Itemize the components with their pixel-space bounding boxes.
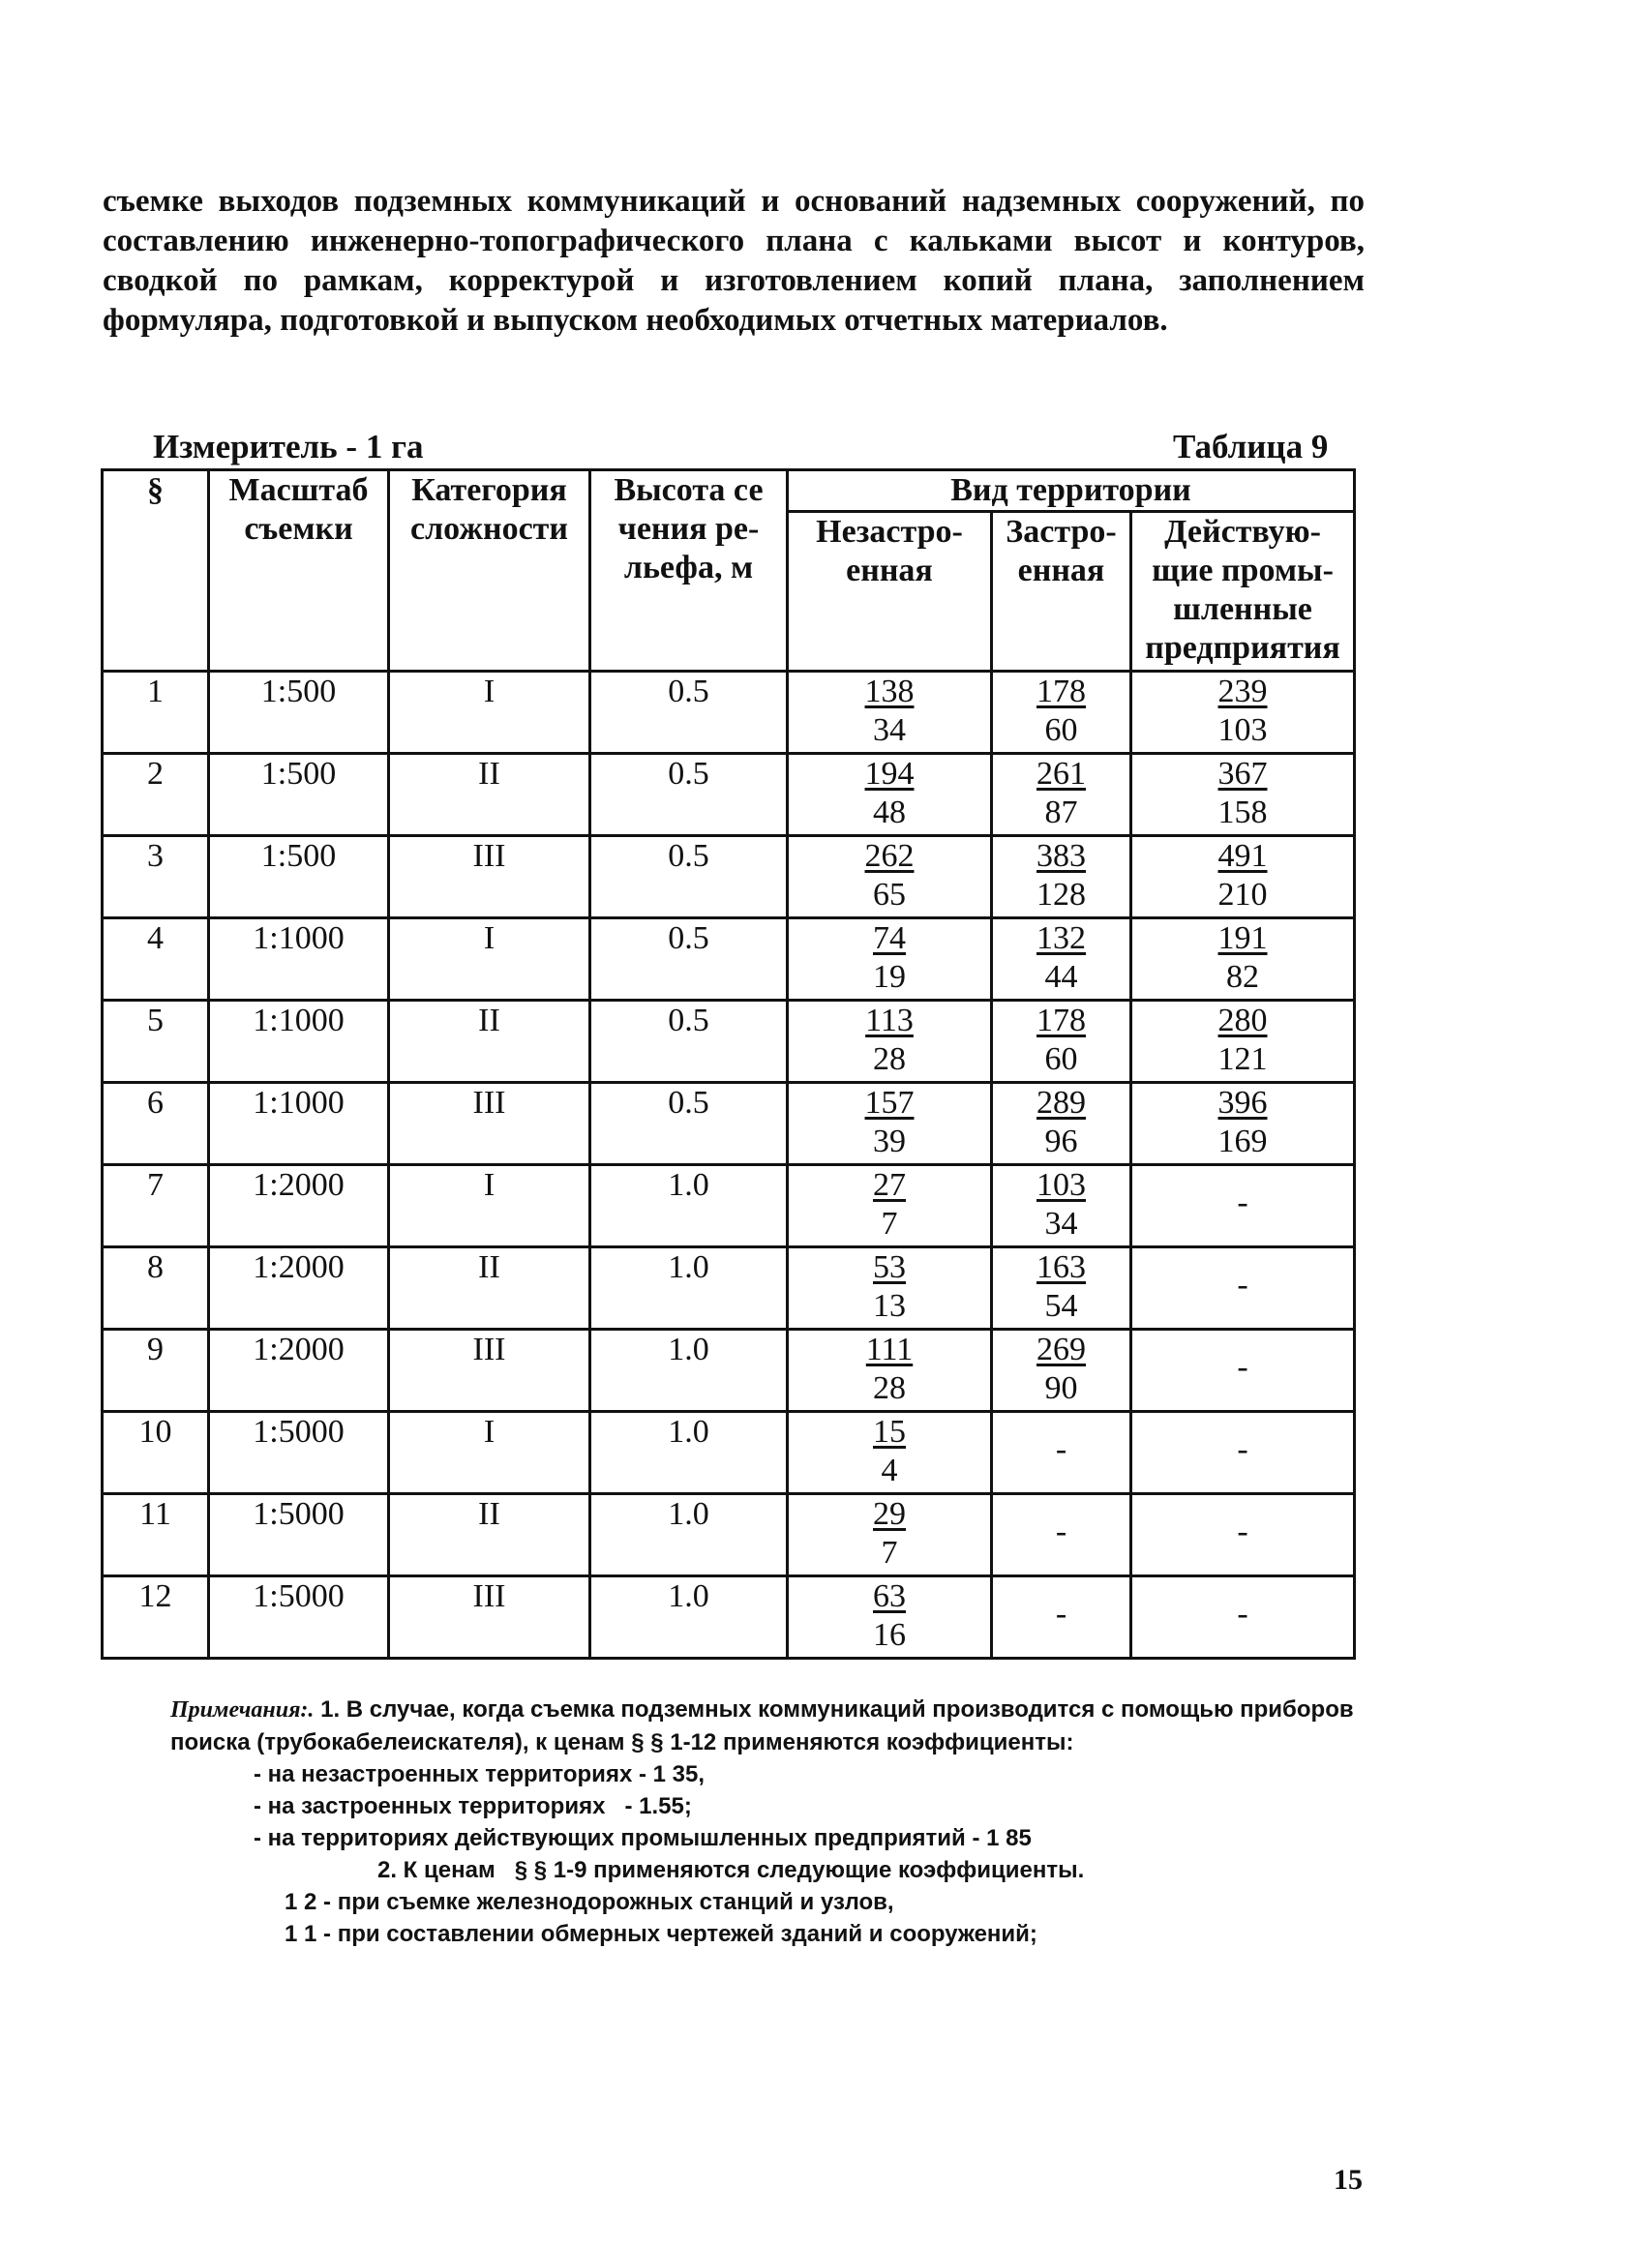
cell-industrial: [1131, 1083, 1355, 1165]
cell-height: 1.0: [590, 1576, 788, 1659]
cell-category: II: [389, 754, 590, 836]
cell-industrial: [1131, 1330, 1355, 1412]
note-1-text: 1. В случае, когда съемка подземных коммуникаций производится с помощью приборов поиска (трубокабелеискателя), к ценам § § 1-12 применяются коэффициенты:: [170, 1696, 1354, 1755]
price-fraction: [1218, 919, 1268, 997]
price-fraction: [873, 1577, 906, 1655]
price-part: 39: [873, 1124, 906, 1159]
price-part: 60: [1044, 712, 1078, 748]
cell-height: 1.0: [590, 1330, 788, 1412]
price-fraction: [1036, 1166, 1086, 1244]
price-total: 178: [1036, 674, 1086, 709]
price-fraction: [1218, 755, 1268, 832]
table-body: [103, 672, 1355, 1659]
cell-category: II: [389, 1001, 590, 1083]
cell-developed: [992, 1494, 1131, 1576]
price-total: 157: [864, 1085, 915, 1121]
cell-scale: 1:5000: [209, 1412, 389, 1494]
price-fraction: [1218, 1084, 1268, 1161]
price-fraction: [1036, 1002, 1086, 1079]
cell-section: 11: [103, 1494, 209, 1576]
price-total: 367: [1217, 756, 1268, 792]
cell-height: 0.5: [590, 836, 788, 918]
table-row: [103, 1330, 1355, 1412]
price-fraction: [873, 1248, 906, 1326]
price-total: 239: [1217, 674, 1268, 709]
price-total: 15: [873, 1414, 906, 1450]
price-total: 191: [1217, 920, 1268, 956]
notes-block: [170, 1694, 1366, 1950]
table-row: [103, 1412, 1355, 1494]
price-part: 34: [1044, 1206, 1078, 1242]
cell-category: I: [389, 672, 590, 754]
cell-scale: 1:500: [209, 672, 389, 754]
note-bullet-1: - на незастроенных территориях - 1 35,: [254, 1761, 705, 1787]
cell-scale: 1:2000: [209, 1330, 389, 1412]
cell-section: 8: [103, 1247, 209, 1330]
cell-category: III: [389, 1083, 590, 1165]
price-fraction: [866, 1331, 913, 1408]
cell-undeveloped: [788, 1494, 992, 1576]
cell-undeveloped: [788, 1412, 992, 1494]
cell-scale: 1:2000: [209, 1165, 389, 1247]
unit-caption: Измеритель - 1 га: [153, 428, 424, 465]
price-fraction: [1036, 919, 1086, 997]
cell-undeveloped: [788, 1083, 992, 1165]
cell-undeveloped: [788, 1165, 992, 1247]
cell-height: 0.5: [590, 672, 788, 754]
cell-developed: [992, 1001, 1131, 1083]
note-coef-1: 1 2 - при съемке железнодорожных станций и узлов,: [285, 1889, 894, 1915]
price-total: 74: [873, 920, 906, 956]
cell-industrial: [1131, 672, 1355, 754]
cell-undeveloped: [788, 754, 992, 836]
table-row: [103, 1576, 1355, 1659]
price-total: 261: [1036, 756, 1086, 792]
header-undeveloped: Незастро- енная: [788, 512, 992, 672]
price-total: 194: [864, 756, 915, 792]
header-territory: Вид территории: [788, 470, 1355, 512]
header-height: Высота се чения ре- льефа, м: [590, 470, 788, 672]
price-part: 82: [1226, 959, 1260, 995]
price-total: 29: [873, 1496, 906, 1532]
empty-dash: -: [1237, 1184, 1248, 1220]
cell-height: 0.5: [590, 1001, 788, 1083]
cell-industrial: [1131, 1001, 1355, 1083]
cell-category: II: [389, 1247, 590, 1330]
price-total: 289: [1036, 1085, 1086, 1121]
price-part: 128: [1036, 877, 1086, 913]
empty-dash: -: [1237, 1514, 1248, 1549]
price-part: 90: [1044, 1370, 1078, 1406]
price-total: 396: [1217, 1085, 1268, 1121]
cell-industrial: [1131, 918, 1355, 1001]
cell-section: 3: [103, 836, 209, 918]
table-row: [103, 1247, 1355, 1330]
price-part: 34: [873, 712, 906, 748]
price-part: 19: [873, 959, 906, 995]
note-2: 2. К ценам § § 1-9 применяются следующие коэффициенты.: [377, 1857, 1085, 1883]
price-part: 169: [1217, 1124, 1268, 1159]
cell-scale: 1:5000: [209, 1576, 389, 1659]
cell-scale: 1:2000: [209, 1247, 389, 1330]
header-developed: Застро- енная: [992, 512, 1131, 672]
cell-industrial: [1131, 1247, 1355, 1330]
table-caption: Таблица 9: [1173, 428, 1329, 465]
cell-industrial: [1131, 1494, 1355, 1576]
price-total: 491: [1217, 838, 1268, 874]
cell-section: 12: [103, 1576, 209, 1659]
cell-height: 0.5: [590, 754, 788, 836]
price-fraction: [873, 919, 906, 997]
cell-industrial: [1131, 1576, 1355, 1659]
price-fraction: [1036, 1084, 1086, 1161]
cell-section: 5: [103, 1001, 209, 1083]
cell-height: 1.0: [590, 1165, 788, 1247]
cell-undeveloped: [788, 836, 992, 918]
table-row: [103, 1494, 1355, 1576]
cell-height: 1.0: [590, 1247, 788, 1330]
cell-height: 1.0: [590, 1494, 788, 1576]
price-fraction: [865, 1084, 915, 1161]
price-fraction: [1218, 837, 1268, 915]
intro-paragraph: съемке выходов подземных коммуникаций и оснований надземных сооружений, по составлению инженерно-топографического плана с кальками высот и контуров, сводкой по рамкам, корректурой и изготовлением копий плана, заполнением формуляра, подготовкой и выпуском необходимых отчетных материалов.: [103, 184, 1365, 338]
table-row: [103, 836, 1355, 918]
price-part: 13: [873, 1288, 906, 1324]
price-total: 262: [864, 838, 915, 874]
header-industrial: Действую- щие промы- шленные предприятия: [1131, 512, 1355, 672]
empty-dash: -: [1237, 1349, 1248, 1385]
price-fraction: [865, 837, 915, 915]
notes-label: Примечания:.: [170, 1697, 315, 1723]
cell-height: 1.0: [590, 1412, 788, 1494]
cell-scale: 1:1000: [209, 918, 389, 1001]
cell-section: 6: [103, 1083, 209, 1165]
cell-category: I: [389, 1165, 590, 1247]
price-part: 158: [1217, 795, 1268, 830]
price-part: 103: [1217, 712, 1268, 748]
price-part: 4: [881, 1453, 898, 1488]
price-fraction: [1218, 1002, 1268, 1079]
cell-height: 0.5: [590, 918, 788, 1001]
table-row: [103, 672, 1355, 754]
price-fraction: [1036, 837, 1086, 915]
price-fraction: [1036, 1331, 1086, 1408]
page-number: 15: [1334, 2164, 1363, 2196]
table-row: [103, 754, 1355, 836]
table-row: [103, 918, 1355, 1001]
cell-category: I: [389, 1412, 590, 1494]
price-total: 53: [873, 1249, 906, 1285]
price-total: 383: [1036, 838, 1086, 874]
cell-category: III: [389, 1576, 590, 1659]
note-bullet-2: - на застроенных территориях - 1.55;: [254, 1793, 692, 1819]
price-part: 121: [1217, 1041, 1268, 1077]
price-part: 96: [1044, 1124, 1078, 1159]
empty-dash: -: [1055, 1596, 1067, 1632]
note-coef-2: 1 1 - при составлении обмерных чертежей зданий и сооружений;: [285, 1921, 1037, 1947]
price-part: 7: [881, 1535, 898, 1571]
price-part: 60: [1044, 1041, 1078, 1077]
price-table: [101, 468, 1356, 1660]
cell-developed: [992, 1412, 1131, 1494]
cell-scale: 1:500: [209, 836, 389, 918]
cell-developed: [992, 1330, 1131, 1412]
price-fraction: [873, 1166, 906, 1244]
price-total: 111: [865, 1332, 914, 1367]
price-part: 210: [1217, 877, 1268, 913]
price-fraction: [873, 1413, 906, 1490]
price-fraction: [1036, 755, 1086, 832]
cell-section: 2: [103, 754, 209, 836]
cell-developed: [992, 836, 1131, 918]
note-bullet-3: - на территориях действующих промышленных предприятий - 1 85: [254, 1825, 1032, 1851]
price-part: 7: [881, 1206, 898, 1242]
cell-undeveloped: [788, 1247, 992, 1330]
price-fraction: [865, 755, 915, 832]
cell-section: 4: [103, 918, 209, 1001]
cell-section: 10: [103, 1412, 209, 1494]
table-row: [103, 1001, 1355, 1083]
cell-industrial: [1131, 1412, 1355, 1494]
cell-height: 0.5: [590, 1083, 788, 1165]
empty-dash: -: [1055, 1514, 1067, 1549]
price-fraction: [1218, 673, 1268, 750]
price-total: 113: [865, 1003, 914, 1038]
cell-category: III: [389, 1330, 590, 1412]
table-row: [103, 1165, 1355, 1247]
price-part: 44: [1044, 959, 1078, 995]
cell-undeveloped: [788, 672, 992, 754]
cell-developed: [992, 1083, 1131, 1165]
price-part: 16: [873, 1617, 906, 1653]
price-total: 269: [1036, 1332, 1086, 1367]
price-part: 87: [1044, 795, 1078, 830]
cell-developed: [992, 1576, 1131, 1659]
cell-undeveloped: [788, 1001, 992, 1083]
cell-undeveloped: [788, 918, 992, 1001]
price-total: 63: [873, 1578, 906, 1614]
cell-scale: 1:5000: [209, 1494, 389, 1576]
price-total: 138: [864, 674, 915, 709]
cell-developed: [992, 1165, 1131, 1247]
price-fraction: [865, 673, 915, 750]
price-total: 27: [873, 1167, 906, 1203]
price-part: 48: [873, 795, 906, 830]
price-total: 163: [1036, 1249, 1086, 1285]
price-fraction: [865, 1002, 914, 1079]
header-category: Категория сложности: [389, 470, 590, 672]
header-section: §: [103, 470, 209, 672]
cell-category: II: [389, 1494, 590, 1576]
cell-scale: 1:1000: [209, 1001, 389, 1083]
cell-developed: [992, 754, 1131, 836]
price-part: 28: [873, 1041, 906, 1077]
price-total: 178: [1036, 1003, 1086, 1038]
table-row: [103, 1083, 1355, 1165]
price-part: 28: [872, 1370, 906, 1406]
price-total: 103: [1036, 1167, 1086, 1203]
cell-developed: [992, 918, 1131, 1001]
cell-industrial: [1131, 754, 1355, 836]
price-total: 280: [1217, 1003, 1268, 1038]
cell-developed: [992, 672, 1131, 754]
price-total: 132: [1036, 920, 1086, 956]
cell-section: 7: [103, 1165, 209, 1247]
cell-industrial: [1131, 836, 1355, 918]
empty-dash: -: [1237, 1431, 1248, 1467]
cell-scale: 1:500: [209, 754, 389, 836]
price-part: 65: [873, 877, 906, 913]
cell-section: 1: [103, 672, 209, 754]
cell-undeveloped: [788, 1330, 992, 1412]
cell-category: I: [389, 918, 590, 1001]
cell-industrial: [1131, 1165, 1355, 1247]
price-part: 54: [1044, 1288, 1078, 1324]
note-1: [170, 1694, 1366, 1758]
cell-category: III: [389, 836, 590, 918]
cell-section: 9: [103, 1330, 209, 1412]
header-scale: Масштаб съемки: [209, 470, 389, 672]
empty-dash: -: [1237, 1267, 1248, 1303]
price-fraction: [1036, 1248, 1086, 1326]
cell-undeveloped: [788, 1576, 992, 1659]
empty-dash: -: [1237, 1596, 1248, 1632]
price-fraction: [1036, 673, 1086, 750]
cell-scale: 1:1000: [209, 1083, 389, 1165]
price-fraction: [873, 1495, 906, 1573]
empty-dash: -: [1055, 1431, 1067, 1467]
cell-developed: [992, 1247, 1131, 1330]
